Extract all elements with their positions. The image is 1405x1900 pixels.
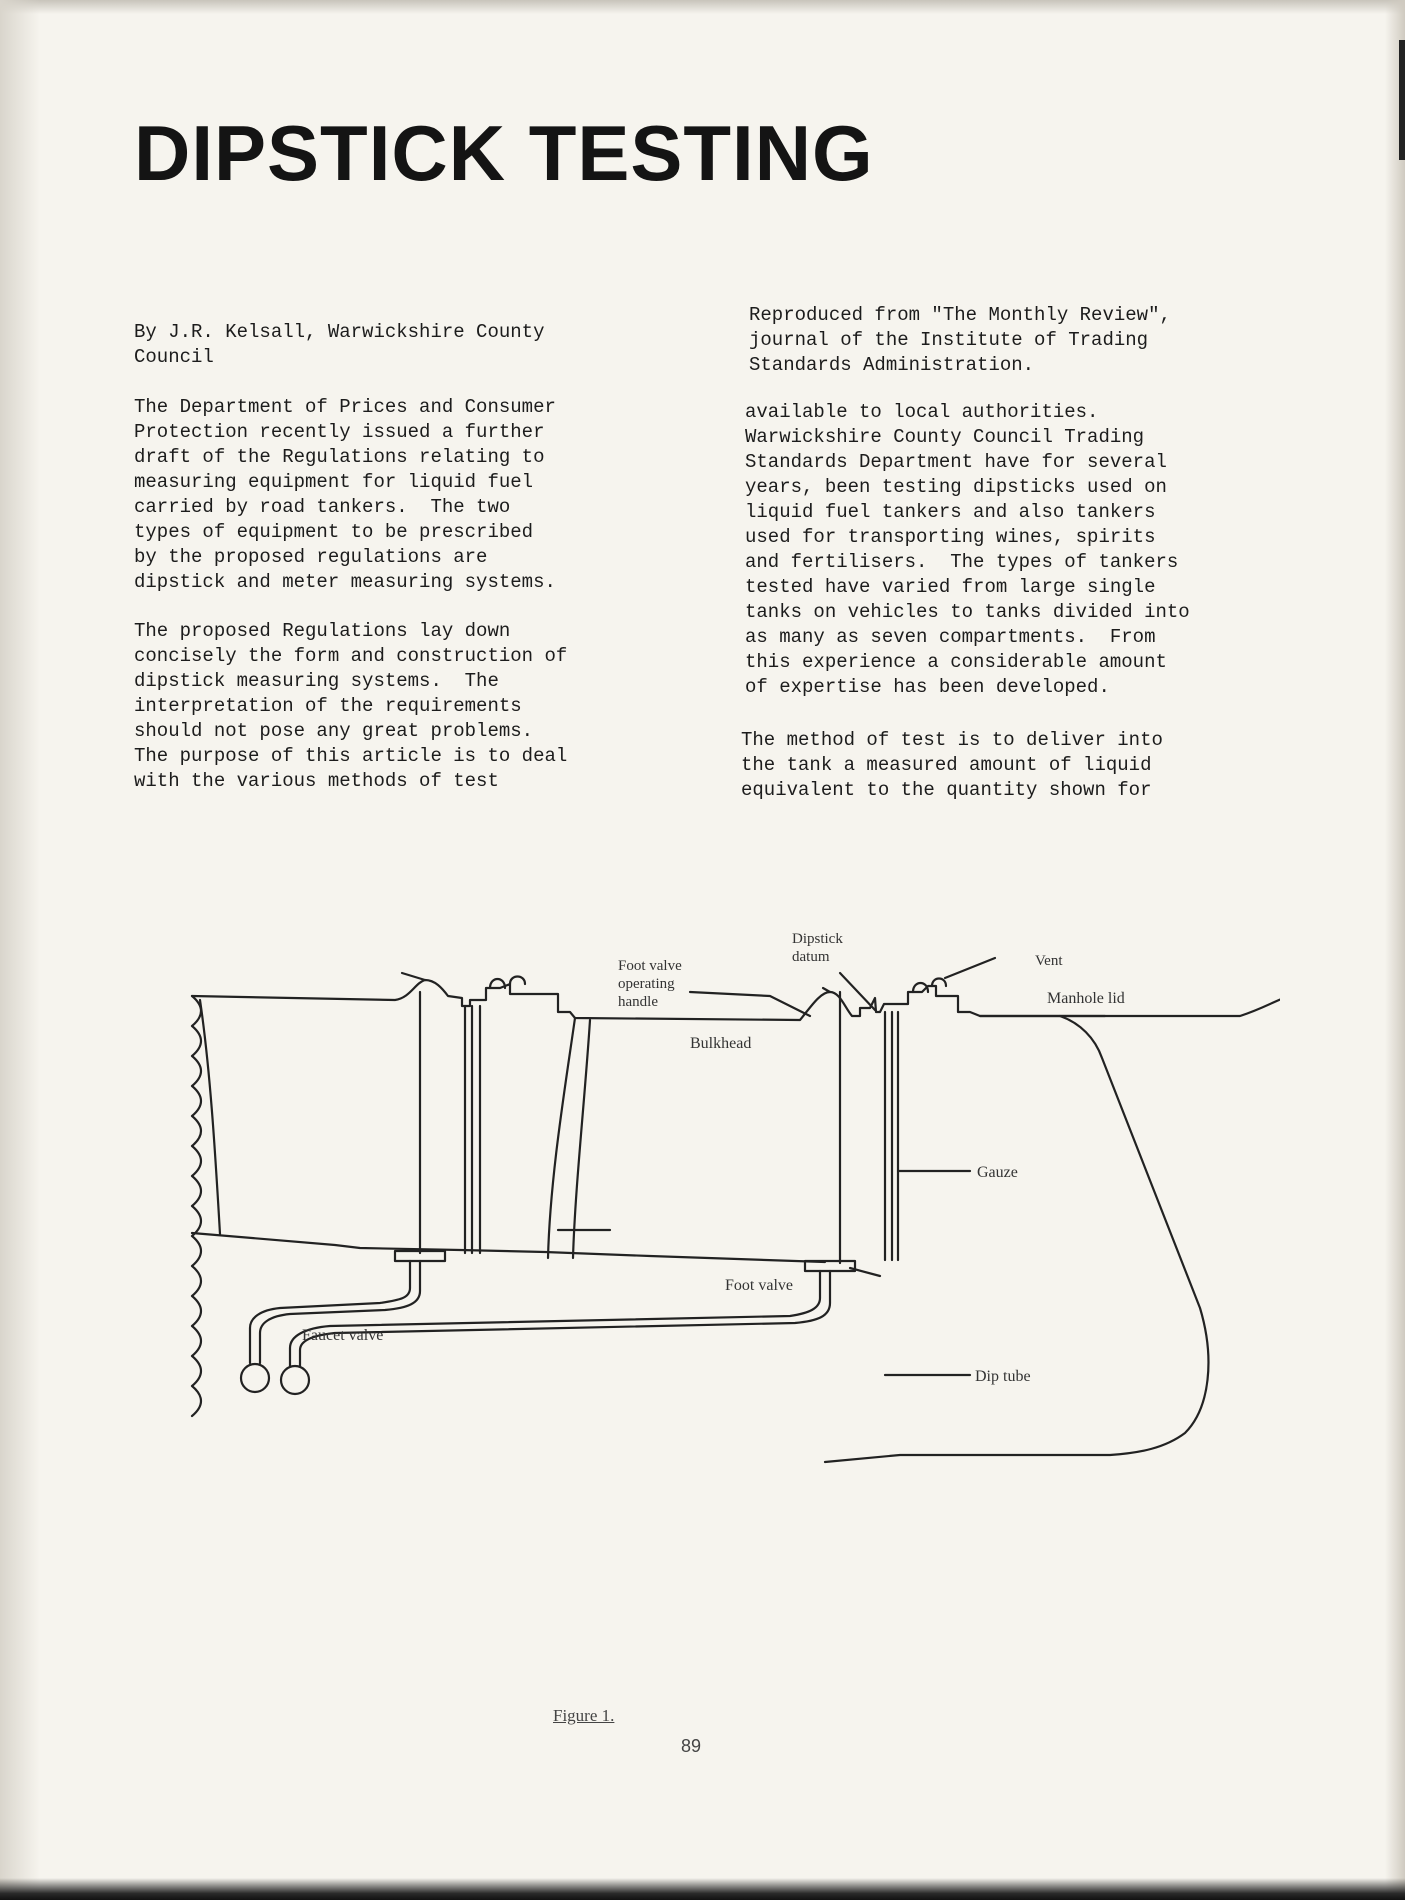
label-foot-valve: Foot valve [725, 1277, 793, 1294]
vent-cap-2 [510, 977, 525, 985]
label-dip-tube: Dip tube [975, 1368, 1031, 1385]
tank-rear-end [825, 1016, 1208, 1462]
paragraph-2: The proposed Regulations lay down concisely the form and construction of dipstick measuring systems. The interpretation of the requirements should not pose any great problems. The purpose of this article is to deal with the various methods of test [134, 620, 568, 792]
leader-foot-valve-handle [690, 992, 810, 1016]
article-title: DIPSTICK TESTING [134, 109, 874, 197]
handle-left [402, 973, 425, 980]
figure-caption: Figure 1. [553, 1706, 615, 1725]
tank-diagram [180, 888, 1280, 1678]
pipe-left-inner [260, 1261, 420, 1363]
label-foot-valve-handle-2: operating [618, 976, 675, 992]
label-gauze: Gauze [977, 1164, 1018, 1181]
label-foot-valve-handle-3: handle [618, 994, 658, 1010]
reproduced-note: Reproduced from "The Monthly Review", journal of the Institute of Trading Standards Administration. [749, 304, 1171, 376]
paragraph-4: The method of test is to deliver into the tank a measured amount of liquid equivalent to the quantity shown for [741, 729, 1163, 801]
bulkhead [548, 1018, 575, 1258]
handle-right [823, 988, 830, 992]
page-number: 89 [681, 1736, 702, 1756]
label-manhole-lid: Manhole lid [1047, 990, 1125, 1007]
page-edge-mark [1399, 40, 1405, 160]
tank-bottom-outline [192, 1233, 825, 1262]
vent-cap-4 [932, 979, 946, 987]
compartment-1-line-a [200, 1000, 220, 1234]
paragraph-3: available to local authorities. Warwickshire County Council Trading Standards Department have for several years, been testing dipsticks used on liquid fuel tankers and also tankers used for transporting wines, spirits and fertilisers. The types of tankers tested have varied from large single tanks on vehicles to tanks divided into as many as seven compartments. From this experience a considerable amount of expertise has been developed. [745, 401, 1190, 698]
faucet-valve-right [281, 1366, 309, 1394]
label-foot-valve-handle-1: Foot valve [618, 958, 682, 974]
label-vent: Vent [1035, 953, 1063, 969]
leader-vent [945, 958, 995, 978]
page-edge-bottom [0, 1878, 1405, 1900]
label-dipstick-1: Dipstick [792, 931, 843, 947]
label-faucet-valve: Faucet valve [302, 1327, 384, 1344]
byline: By J.R. Kelsall, Warwickshire County Council [134, 321, 545, 368]
page-edge-left [0, 0, 40, 1900]
tank-cut-edge [192, 996, 201, 1416]
label-bulkhead: Bulkhead [690, 1035, 752, 1052]
paragraph-1: The Department of Prices and Consumer Protection recently issued a further draft of the Regulations relating to measuring equipment for liquid fuel carried by road tankers. The two types of equipment to be prescribed by the proposed regulations are dipstick and meter measuring systems. [134, 396, 556, 593]
compartment-2-line [573, 1020, 590, 1258]
page-edge-right [1385, 0, 1405, 1900]
faucet-valve-left [241, 1364, 269, 1392]
page-edge-top [0, 0, 1405, 14]
label-dipstick-2: datum [792, 949, 830, 965]
tank-diagram-svg [180, 888, 1280, 1678]
